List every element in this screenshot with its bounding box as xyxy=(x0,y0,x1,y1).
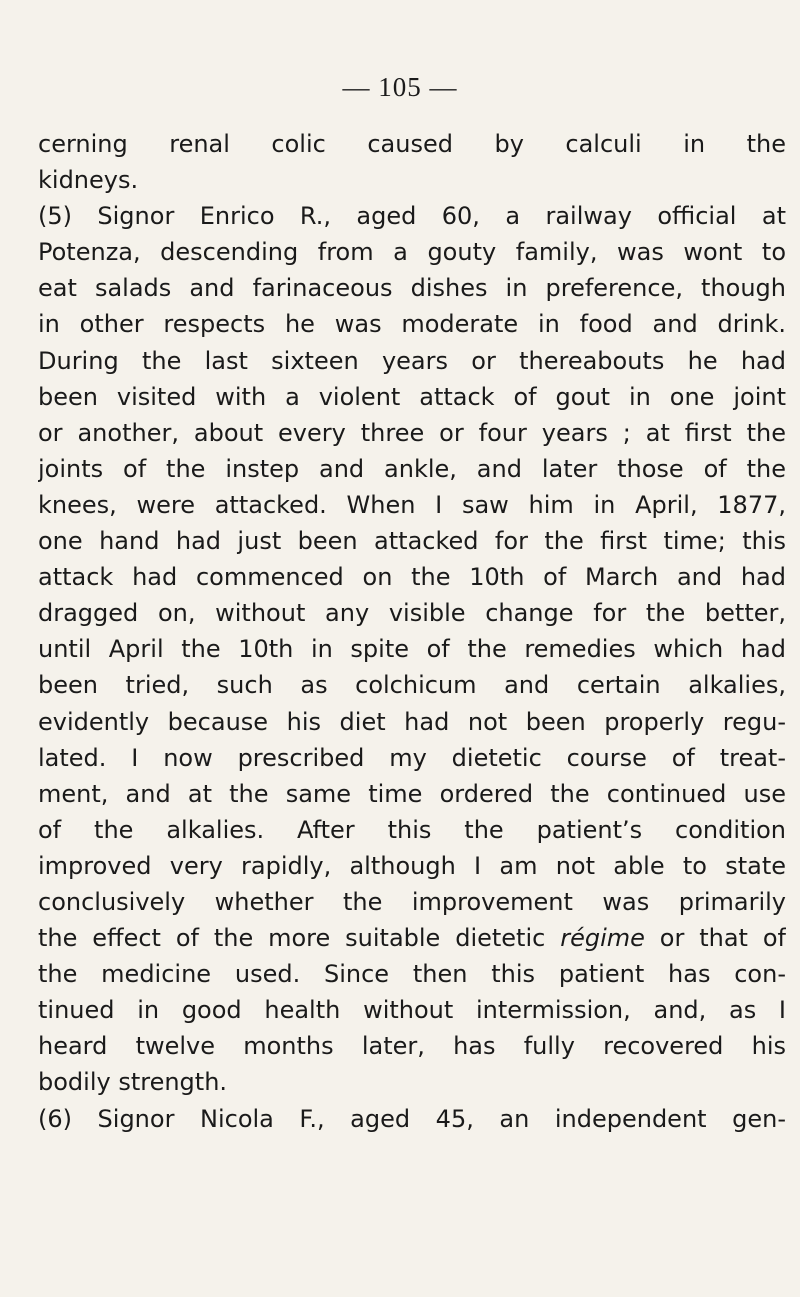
italic-term: régime xyxy=(560,924,645,953)
text-line: (6) Signor Nicola F., aged 45, an independent gen- xyxy=(38,1104,786,1133)
text-segment: or that of xyxy=(659,924,786,953)
text-line: been tried, such as colchicum and certain alkalies, xyxy=(38,671,786,700)
text-line: until April the 10th in spite of the remedies which had xyxy=(38,635,786,664)
text-line: improved very rapidly, although I am not able to state xyxy=(38,851,786,880)
text-line: kidneys. xyxy=(38,166,139,195)
text-line: tinued in good health without intermission, and, as I xyxy=(38,996,786,1025)
text-line: conclusively whether the improvement was primarily xyxy=(38,887,786,916)
text-line: Potenza, descending from a gouty family, was wont to xyxy=(38,238,786,267)
body-text xyxy=(38,126,786,1137)
text-line: of the alkalies. After this the patient’s condition xyxy=(38,815,786,844)
text-line: cerning renal colic caused by calculi in the xyxy=(38,130,786,158)
text-line: ment, and at the same time ordered the continued use xyxy=(38,779,786,808)
text-segment: the effect of the more suitable dietetic xyxy=(38,924,546,953)
text-line: one hand had just been attacked for the first time; this xyxy=(38,527,786,556)
text-line: knees, were attacked. When I saw him in April, 1877, xyxy=(38,490,786,519)
text-line: bodily strength. xyxy=(38,1068,228,1097)
text-line: attack had commenced on the 10th of March and had xyxy=(38,563,786,592)
text-line: dragged on, without any visible change for the better, xyxy=(38,599,786,628)
text-line: eat salads and farinaceous dishes in preference, though xyxy=(38,274,786,303)
text-line: (5) Signor Enrico R., aged 60, a railway official at xyxy=(38,202,786,231)
text-line: been visited with a violent attack of gout in one joint xyxy=(38,382,786,411)
text-line: in other respects he was moderate in food and drink. xyxy=(38,310,786,339)
text-line: the medicine used. Since then this patient has con- xyxy=(38,960,786,989)
text-line: or another, about every three or four years ; at first the xyxy=(38,418,786,447)
text-line: evidently because his diet had not been properly regu- xyxy=(38,707,786,736)
text-line: heard twelve months later, has fully recovered his xyxy=(38,1032,786,1061)
page-number: — 105 — xyxy=(342,72,458,102)
text-line-with-italic xyxy=(38,920,786,956)
text-line: joints of the instep and ankle, and later those of the xyxy=(38,454,786,483)
text-line: lated. I now prescribed my dietetic course of treat- xyxy=(38,743,786,772)
text-line: During the last sixteen years or thereabouts he had xyxy=(38,346,786,375)
